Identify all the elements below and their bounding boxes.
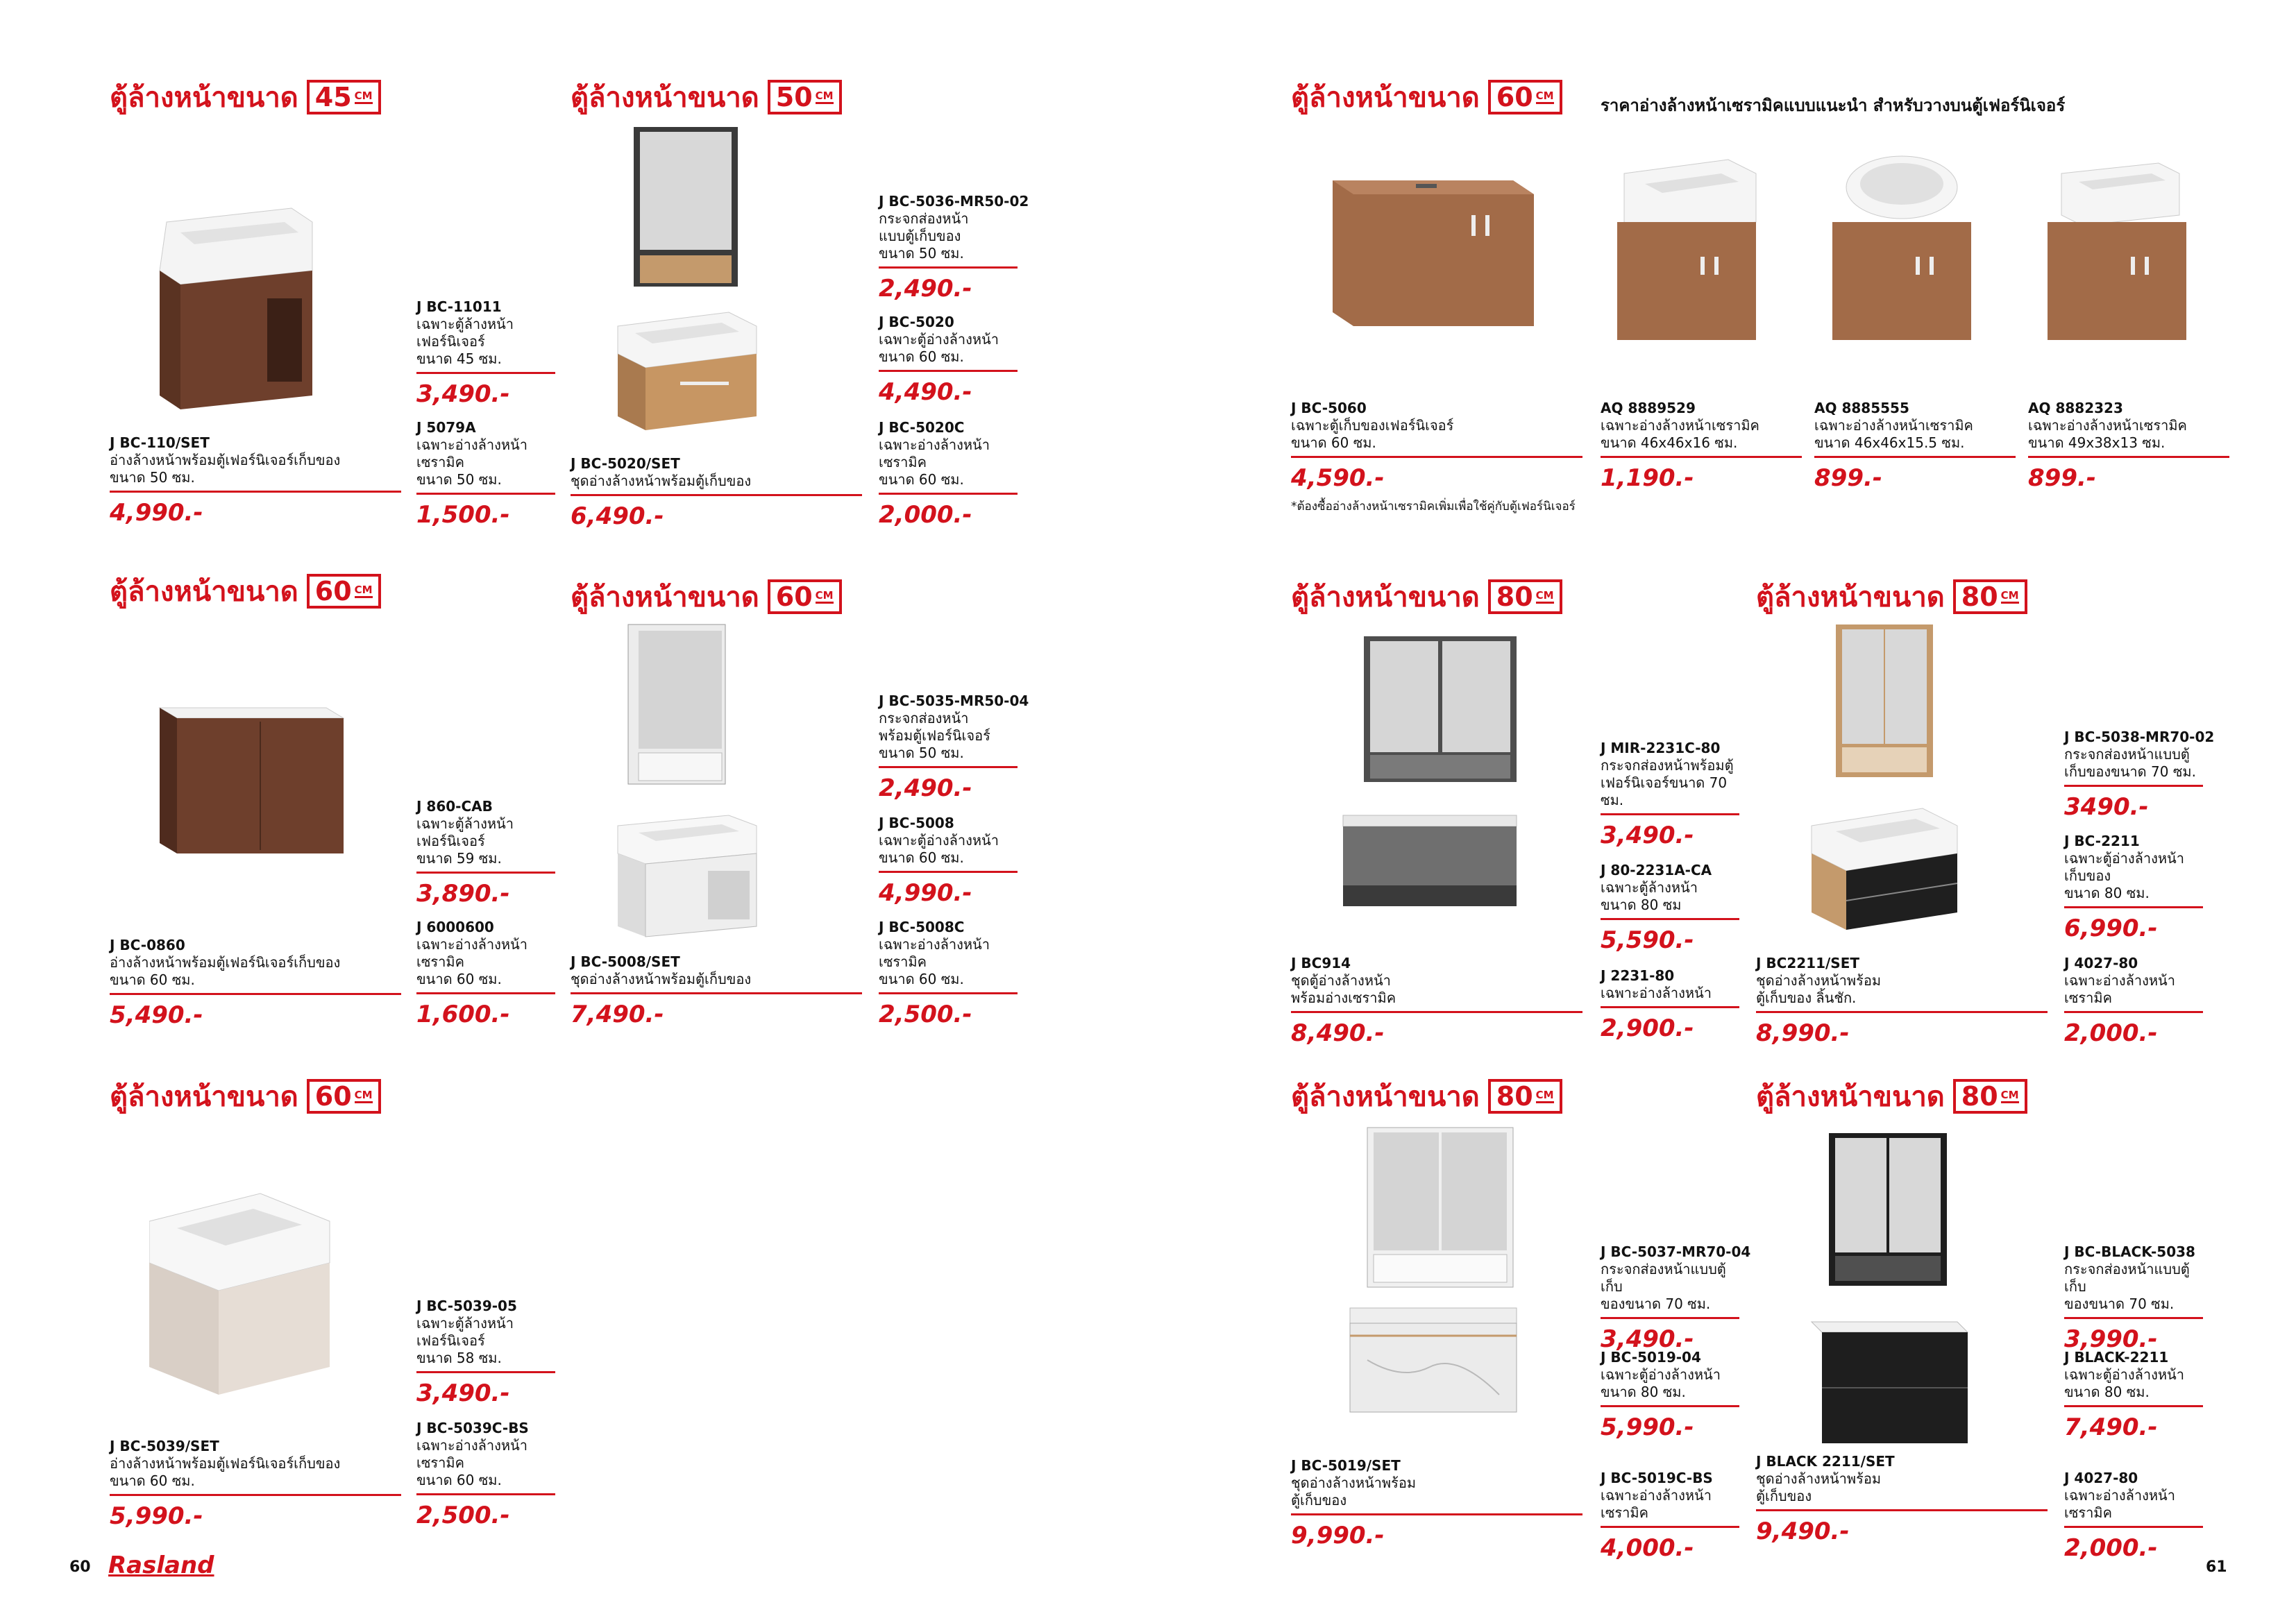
- section-header-50: ตู้ล้างหน้าขนาด 50 CM: [571, 75, 842, 119]
- page-number-right: 61: [2206, 1558, 2227, 1576]
- product-item: J 4027-80 เฉพาะอ่างล้างหน้า เซรามิค 2,000.-: [2064, 955, 2203, 1046]
- product-image-bc5039: [149, 1180, 337, 1402]
- product-item: J BLACK 2211/SET ชุดอ่างล้างหน้าพร้อม ตู้เก็บของ 9,490.-: [1756, 1453, 2048, 1545]
- product-item: J 6000600 เฉพาะอ่างล้างหน้า เซรามิค ขนาด 60 ซม. 1,600.-: [416, 919, 555, 1028]
- section-header-60-ceramic: ตู้ล้างหน้าขนาด 60 CM: [1291, 75, 1562, 119]
- product-image-bc5019: [1347, 1305, 1520, 1416]
- product-image-mirror-5036: [630, 124, 741, 290]
- section-header-45: ตู้ล้างหน้าขนาด 45 CM: [110, 75, 381, 119]
- product-item: J 4027-80 เฉพาะอ่างล้างหน้าเซรามิค 2,000.-: [2064, 1470, 2203, 1561]
- product-item: J BC-BLACK-5038 กระจกส่องหน้าแบบตู้เก็บ ของขนาด 70 ซม. 3,990.-: [2064, 1243, 2203, 1352]
- product-item: J BC-5020 เฉพาะตู้อ่างล้างหน้า ขนาด 60 ซม. 4,490.-: [879, 314, 1018, 405]
- product-item: J BC914 ชุดตู้อ่างล้างหน้า พร้อมอ่างเซรามิค 8,490.-: [1291, 955, 1582, 1046]
- product-item: J BC-5039-05 เฉพาะตู้ล้างหน้า เฟอร์นิเจอร์ ขนาด 58 ซม. 3,490.-: [416, 1298, 555, 1407]
- product-item: J BC-5019-04 เฉพาะตู้อ่างล้างหน้า ขนาด 80 ซม. 5,990.-: [1601, 1349, 1739, 1441]
- product-item: J 80-2231A-CA เฉพาะตู้ล้างหน้า ขนาด 80 ซม 5,590.-: [1601, 862, 1739, 953]
- page-number-left: 60: [69, 1558, 91, 1576]
- product-item: J 5079A เฉพาะอ่างล้างหน้า เซรามิค ขนาด 50 ซม. 1,500.-: [416, 419, 555, 528]
- product-item: J BC-5039C-BS เฉพาะอ่างล้างหน้า เซรามิค ขนาด 60 ซม. 2,500.-: [416, 1420, 555, 1529]
- product-image-mirror-black5038: [1825, 1130, 1950, 1289]
- product-item: J BC-5036-MR50-02 กระจกส่องหน้า แบบตู้เก็บของ ขนาด 50 ซม. 2,490.-: [879, 193, 1029, 303]
- product-item: J BC-5037-MR70-04 กระจกส่องหน้าแบบตู้เก็บ ของขนาด 70 ซม. 3,490.-: [1601, 1243, 1751, 1353]
- product-item: AQ 8882323 เฉพาะอ่างล้างหน้าเซรามิค ขนาด 49x38x13 ซม. 899.-: [2028, 400, 2229, 491]
- product-item: J BC-5008/SET ชุดอ่างล้างหน้าพร้อมตู้เก็บของ 7,490.-: [571, 953, 862, 1028]
- section-header-80-b: ตู้ล้างหน้าขนาด 80 CM: [1756, 575, 2027, 619]
- product-image-bc914: [1340, 812, 1520, 916]
- product-image-bc2211: [1805, 798, 1964, 937]
- product-image-bc0860: [153, 694, 347, 860]
- product-image-mirror-5037: [1364, 1124, 1517, 1291]
- product-image-black2211: [1805, 1311, 1971, 1450]
- product-item: J BC-5060 เฉพาะตู้เก็บของเฟอร์นิเจอร์ ขนาด 60 ซม. 4,590.-: [1291, 400, 1582, 491]
- section-header-60-a: ตู้ล้างหน้าขนาด 60 CM: [110, 569, 381, 613]
- product-item: J 860-CAB เฉพาะตู้ล้างหน้า เฟอร์นิเจอร์ ขนาด 59 ซม. 3,890.-: [416, 798, 555, 907]
- section-header-80-a: ตู้ล้างหน้าขนาด 80 CM: [1291, 575, 1562, 619]
- product-item: J BC-5020/SET ชุดอ่างล้างหน้าพร้อมตู้เก็บของ 6,490.-: [571, 455, 862, 529]
- product-image-aq8889529: [1610, 146, 1763, 347]
- product-item: AQ 8885555 เฉพาะอ่างล้างหน้าเซรามิค ขนาด 46x46x15.5 ซม. 899.-: [1814, 400, 2016, 491]
- ceramic-title: ราคาอ่างล้างหน้าเซรามิคแบบแนะนำ สำหรับวางบนตู้เฟอร์นิเจอร์: [1601, 96, 2066, 115]
- product-image-aq8882323: [2041, 146, 2193, 347]
- product-item: J BC-2211 เฉพาะตู้อ่างล้างหน้า เก็บของ ขนาด 80 ซม. 6,990.-: [2064, 833, 2203, 942]
- product-item: AQ 8889529 เฉพาะอ่างล้างหน้าเซรามิค ขนาด 46x46x16 ซม. 1,190.-: [1601, 400, 1802, 491]
- product-image-bc5060: [1333, 173, 1541, 333]
- product-item: J BC-5020C เฉพาะอ่างล้างหน้า เซรามิค ขนาด 60 ซม. 2,000.-: [879, 419, 1018, 528]
- product-item: J BC-5038-MR70-02 กระจกส่องหน้าแบบตู้ เก็บของขนาด 70 ซม. 3490.-: [2064, 729, 2215, 821]
- product-item: J BLACK-2211 เฉพาะตู้อ่างล้างหน้า ขนาด 80 ซม. 7,490.-: [2064, 1349, 2203, 1441]
- product-item: J BC2211/SET ชุดอ่างล้างหน้าพร้อม ตู้เก็บของ ลิ้นชัก. 8,990.-: [1756, 955, 2048, 1046]
- product-item: J BC-5008 เฉพาะตู้อ่างล้างหน้า ขนาด 60 ซม. 4,990.-: [879, 815, 1018, 906]
- product-image-mirror-5035: [625, 621, 729, 788]
- section-header-60-b: ตู้ล้างหน้าขนาด 60 CM: [571, 575, 842, 619]
- product-image-aq8885555: [1825, 146, 1978, 347]
- product-item: J MIR-2231C-80 กระจกส่องหน้าพร้อมตู้ เฟอร์นิเจอร์ขนาด 70 ซม. 3,490.-: [1601, 740, 1739, 849]
- product-image-mirror-5038: [1832, 621, 1936, 781]
- product-item: J BC-11011 เฉพาะตู้ล้างหน้า เฟอร์นิเจอร์ ขนาด 45 ซม. 3,490.-: [416, 298, 555, 407]
- section-header-80-d: ตู้ล้างหน้าขนาด 80 CM: [1756, 1074, 2027, 1119]
- product-item: J BC-5019C-BS เฉพาะอ่างล้างหน้าเซรามิค 4,000.-: [1601, 1470, 1739, 1561]
- product-image-bc5020: [611, 298, 763, 437]
- product-item: J BC-5008C เฉพาะอ่างล้างหน้า เซรามิค ขนาด 60 ซม. 2,500.-: [879, 919, 1018, 1028]
- brand-logo: Rasland: [108, 1552, 214, 1579]
- ceramic-note: *ต้องซื้ออ่างล้างหน้าเซรามิคเพิ่มเพื่อใช้คู่กับตู้เฟอร์นิเจอร์: [1291, 500, 1576, 513]
- product-item: J BC-5039/SET อ่างล้างหน้าพร้อมตู้เฟอร์นิเจอร์เก็บของ ขนาด 60 ซม. 5,990.-: [110, 1438, 401, 1529]
- section-header-60-c: ตู้ล้างหน้าขนาด 60 CM: [110, 1074, 381, 1119]
- product-item: J BC-5019/SET ชุดอ่างล้างหน้าพร้อม ตู้เก็บของ 9,990.-: [1291, 1457, 1582, 1549]
- product-image-mirror-2231: [1360, 633, 1520, 785]
- product-image-bc5008: [611, 805, 763, 944]
- product-image-bc110: [153, 194, 319, 416]
- product-item: J BC-0860 อ่างล้างหน้าพร้อมตู้เฟอร์นิเจอร์เก็บของ ขนาด 60 ซม. 5,490.-: [110, 937, 401, 1028]
- product-item: J BC-5035-MR50-04 กระจกส่องหน้า พร้อมตู้เฟอร์นิเจอร์ ขนาด 50 ซม. 2,490.-: [879, 692, 1029, 802]
- product-item: J BC-110/SET อ่างล้างหน้าพร้อมตู้เฟอร์นิเจอร์เก็บของ ขนาด 50 ซม. 4,990.-: [110, 434, 401, 526]
- section-header-80-c: ตู้ล้างหน้าขนาด 80 CM: [1291, 1074, 1562, 1119]
- product-item: J 2231-80 เฉพาะอ่างล้างหน้า 2,900.-: [1601, 967, 1739, 1042]
